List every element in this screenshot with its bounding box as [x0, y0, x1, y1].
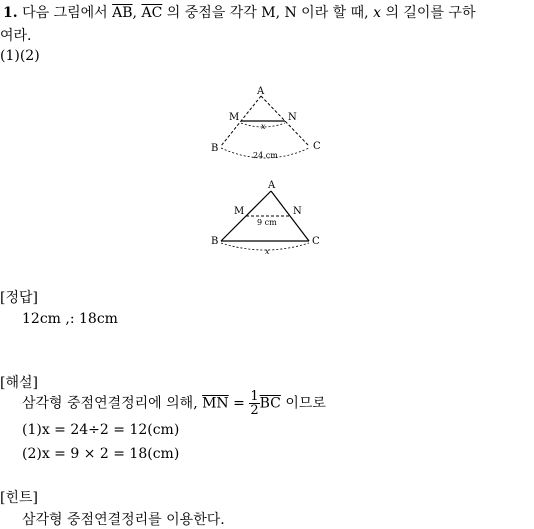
figure-2-label-a: A [268, 180, 276, 191]
comma: , [132, 5, 137, 21]
hint-heading: [힌트] [0, 490, 38, 506]
figure-2-label-c: C [312, 236, 320, 247]
figure-2 [205, 175, 335, 257]
question-subparts: (1)(2) [0, 48, 40, 64]
question-text-mid: 의 중점을 각각 M, N 이라 할 때, [166, 5, 369, 21]
figure-2-label-b: B [211, 236, 219, 247]
answer-heading: [정답] [0, 290, 38, 306]
variable-x: x [373, 5, 381, 21]
explanation-heading: [해설] [0, 375, 38, 391]
explanation-text-pre: 삼각형 중점연결정리에 의해, [22, 395, 198, 412]
segment-ac: $\overline{AC}$ [141, 5, 163, 21]
segment-ab: $\overline{AB}$ [112, 5, 133, 21]
segment-bc: $\overline{BC}$ [259, 395, 281, 412]
question-number: 1. [3, 5, 18, 21]
fraction-one-half [249, 390, 259, 417]
figure-2-mn-length: 9 cm [257, 218, 277, 227]
figure-1-label-m: M [229, 112, 240, 123]
answer-text: 12cm ,: 18cm [22, 311, 118, 327]
figure-1-label-a: A [257, 86, 265, 97]
figure-1-label-b: B [211, 143, 219, 154]
figure-1-bc-length: 24 cm [253, 151, 278, 160]
fraction-denominator: 2 [250, 403, 259, 418]
question-line-2: 여라. [0, 28, 32, 44]
figure-1-label-c: C [313, 141, 321, 152]
question-text-end: 의 길이를 구하 [385, 5, 476, 21]
figure-1-mn-length: x [261, 122, 266, 131]
figure-1-label-n: N [288, 112, 297, 123]
figure-2-label-m: M [234, 206, 245, 217]
segment-mn: $\overline{MN}$ [202, 395, 229, 412]
figure-2-label-n: N [293, 206, 302, 217]
question-line-1 [3, 2, 475, 22]
explanation-line-1 [22, 390, 326, 417]
explanation-line-3: (2)x = 9 × 2 = 18(cm) [22, 446, 180, 462]
explanation-line-2: (1)x = 24÷2 = 12(cm) [22, 422, 180, 438]
figure-2-bc-length: x [265, 247, 270, 256]
question-text-pre: 다음 그림에서 [22, 5, 108, 21]
fraction-numerator: 1 [250, 389, 259, 404]
hint-text: 삼각형 중점연결정리를 이용한다. [22, 512, 225, 528]
equals-sign: = [233, 395, 245, 412]
explanation-text-post: 이므로 [285, 395, 326, 412]
figure-1 [205, 82, 335, 162]
